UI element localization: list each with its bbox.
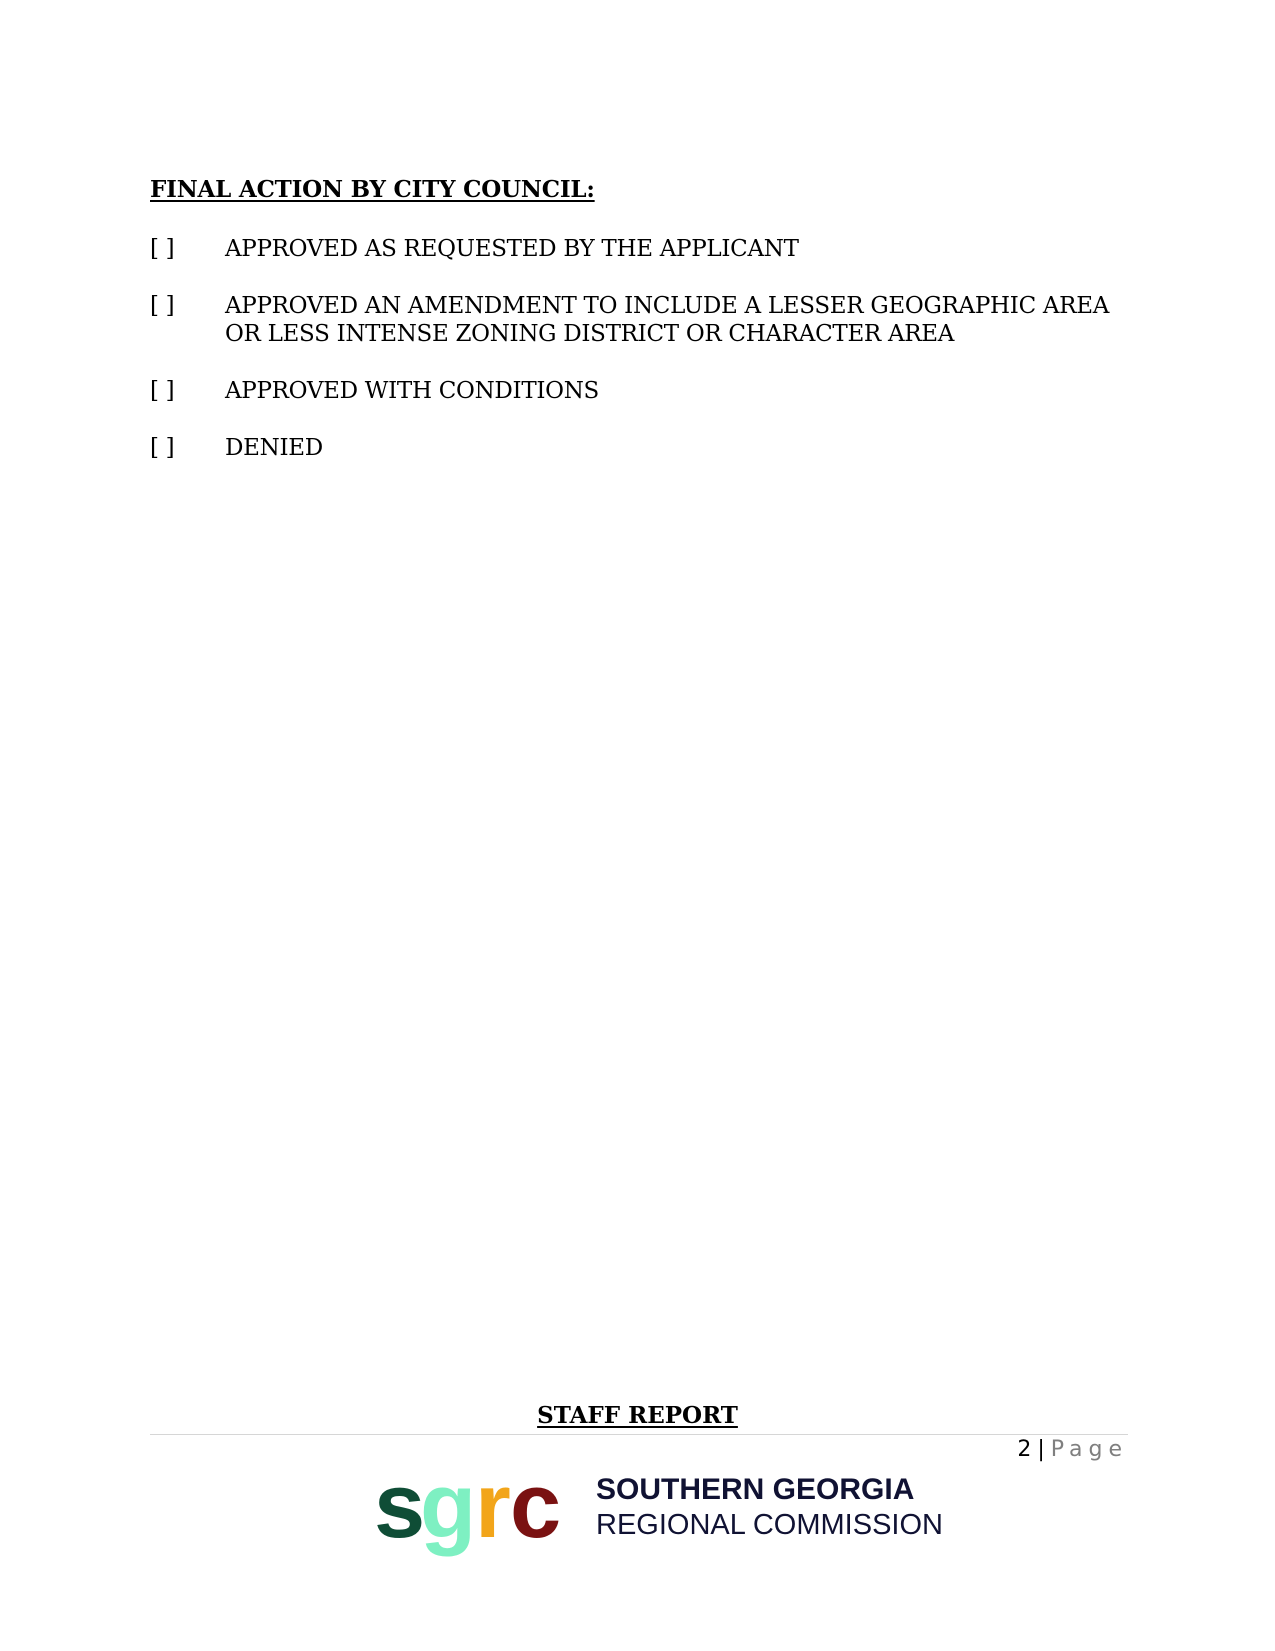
page-number-value: 2 [1017, 1437, 1032, 1462]
option-checkbox: [ ] [150, 378, 175, 404]
logo-letter-c: c [510, 1455, 562, 1557]
final-action-heading: FINAL ACTION BY CITY COUNCIL: [150, 176, 595, 203]
logo-letter-s: s [374, 1455, 426, 1557]
option-label: APPROVED AS REQUESTED BY THE APPLICANT [225, 236, 799, 262]
option-label: APPROVED WITH CONDITIONS [225, 378, 599, 404]
footer-divider [150, 1434, 1128, 1435]
page-number-separator: | [1037, 1437, 1045, 1462]
option-label: DENIED [225, 435, 323, 461]
staff-report-title: STAFF REPORT [537, 1402, 738, 1429]
option-label: APPROVED AN AMENDMENT TO INCLUDE A LESSER GEOGRAPHIC AREA OR LESS INTENSE ZONING DISTRICT OR CHARACTER AREA [225, 293, 1109, 347]
option-checkbox: [ ] [150, 236, 175, 262]
page-word: Page [1050, 1437, 1128, 1462]
logo-text-line1: SOUTHERN GEORGIA [596, 1473, 915, 1506]
page-number [1017, 1437, 1128, 1462]
logo-letter-g: g [420, 1455, 477, 1557]
sgrc-logo [374, 1455, 943, 1574]
sgrc-logo-graphic [374, 1455, 943, 1574]
logo-letter-r: r [475, 1455, 511, 1557]
option-checkbox: [ ] [150, 293, 175, 319]
option-checkbox: [ ] [150, 435, 175, 461]
logo-text-line2: REGIONAL COMMISSION [596, 1509, 943, 1541]
